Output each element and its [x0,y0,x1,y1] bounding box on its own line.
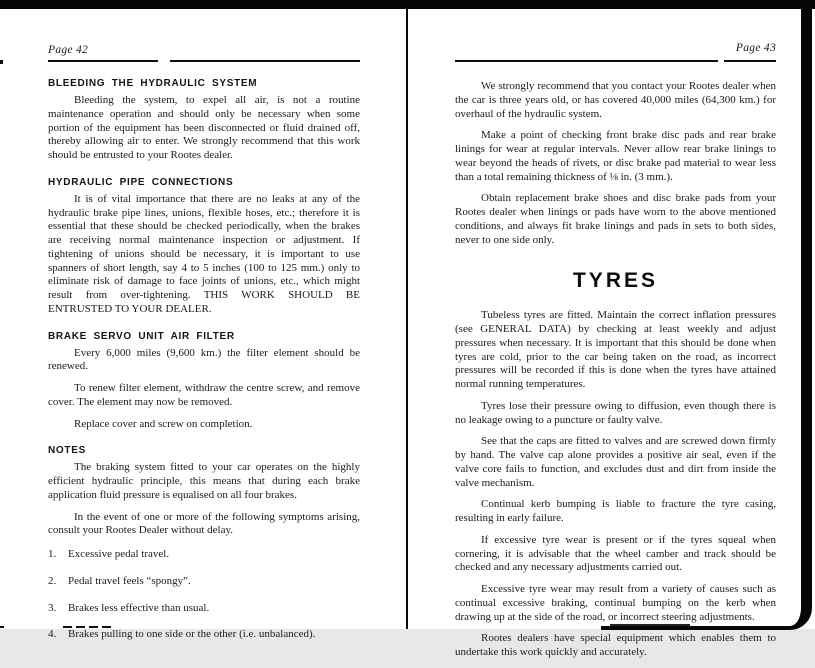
chapter-heading-tyres: TYRES [572,269,658,293]
paragraph: We strongly recommend that you contact your Rootes dealer when the car is three years old, or has covered 40,000 miles (64,300 km.) for overhaul of the hydraulic system. [455,80,776,120]
list-item [48,548,360,562]
header-rule [170,60,360,62]
symptom-list [48,548,360,642]
paragraph: Excessive tyre wear may result from a variety of causes such as continual excessive braking, continual bumping on the kerb when drawing up at the side of the road, or incorrect steering adjustments. [455,583,776,623]
list-item-text: Pedal travel feels “spongy”. [68,574,191,587]
header-rule [48,60,158,62]
scan-artifact [0,60,3,64]
list-item [48,602,360,616]
scan-artifact [0,626,4,628]
paragraph: To renew filter element, withdraw the centre screw, and remove cover. The element may now be removed. [48,382,360,408]
paragraph: Rootes dealers have special equipment which enables them to undertake this work quickly and accurately. [455,632,776,658]
page-number: Page 43 [735,42,776,54]
paragraph: Tubeless tyres are fitted. Maintain the correct inflation pressures (see GENERAL DATA) by checking at least weekly and adjust pressures when necessary. It is important that this should be done when tyres are cold, prior to the car being taken on the road, as incorrect pressures will be recorded if this is done when the tyres have attained normal running temperatures. [455,309,776,390]
paragraph: Obtain replacement brake shoes and disc brake pads from your Rootes dealer when linings or pads have worn to the above mentioned conditions, and always fit brake linings and pads in sets to both sides, never to one side only. [455,192,776,246]
header-rule [455,60,718,62]
paragraph: Every 6,000 miles (9,600 km.) the filter element should be renewed. [48,346,360,373]
list-item-number: 3. [48,601,57,614]
list-item-number: 1. [48,548,57,560]
paragraph: It is of vital importance that there are no leaks at any of the hydraulic brake pipe lines, unions, flexible hoses, etc.; therefore it is essential that these should be checked periodically, when the brakes are receiving normal maintenance inspection or adjustment. If tightening of unions should be necessary, it is important to use spanners of short length, say 4 to 5 inches (100 to 125 mm.) only to eliminate risk of damage to face joints of unions, etc., which might result from over-tightening. THIS WORK SHOULD BE ENTRUSTED TO YOUR DEALER. [48,192,360,315]
section-heading: NOTES [48,445,86,457]
paragraph: If excessive tyre wear is present or if the tyres squeal when cornering, it is advisable that the wheel camber and track should be checked and any necessary adjustments carried out. [455,533,776,574]
page-number: Page 42 [48,44,89,56]
left-page-header [48,40,360,64]
list-item-number: 2. [48,574,57,587]
paragraph: The braking system fitted to your car operates on the highly efficient hydraulic principle, this means that during each brake application fluid pressure is equalised on all four brakes. [48,461,360,501]
list-item-text: Brakes less effective than usual. [68,601,210,614]
paragraph: In the event of one or more of the following symptoms arising, consult your Rootes Dealer without delay. [48,510,360,537]
list-item [48,628,360,642]
right-page-body [455,80,776,660]
list-item [48,575,360,589]
paragraph: Replace cover and screw on completion. [74,417,253,430]
page-gutter-line [406,9,408,629]
paragraph: Make a point of checking front brake disc pads and rear brake linings for wear at regular intervals. Never allow rear brake linings to wear beyond the heads of rivets, or disc brake pad material to wear less than a total remaining thickness of ⅛ in. (3 mm.). [455,129,776,183]
left-page-body [48,78,360,642]
section-heading: BLEEDING THE HYDRAULIC SYSTEM [48,78,258,89]
header-rule [724,60,776,62]
paragraph: Bleeding the system, to expel all air, is not a routine maintenance operation and should only be necessary when some portion of the equipment has been disconnected or fluid drained off, thereby allowing air to enter. We strongly recommend that this work should be entrusted to your Rootes dealer. [48,94,360,161]
list-item-text: Excessive pedal travel. [68,548,170,560]
right-page [455,40,776,668]
paragraph: Tyres lose their pressure owing to diffusion, even though there is no leakage owing to a puncture or faulty valve. [455,399,776,426]
left-page [48,40,360,655]
list-item-number: 4. [48,628,57,641]
right-page-header [455,40,776,64]
section-heading: HYDRAULIC PIPE CONNECTIONS [48,176,234,188]
section-heading: BRAKE SERVO UNIT AIR FILTER [48,330,235,342]
list-item-text: Brakes pulling to one side or the other (i.e. unbalanced). [68,628,316,641]
paragraph: See that the caps are fitted to valves and are screwed down firmly by hand. The valve cap alone provides a positive air seal, even if the valve core fails to function, and excludes dust and dirt from inside the valve mechanism. [455,435,776,489]
paragraph: Continual kerb bumping is liable to fracture the tyre casing, resulting in early failure. [455,498,776,524]
